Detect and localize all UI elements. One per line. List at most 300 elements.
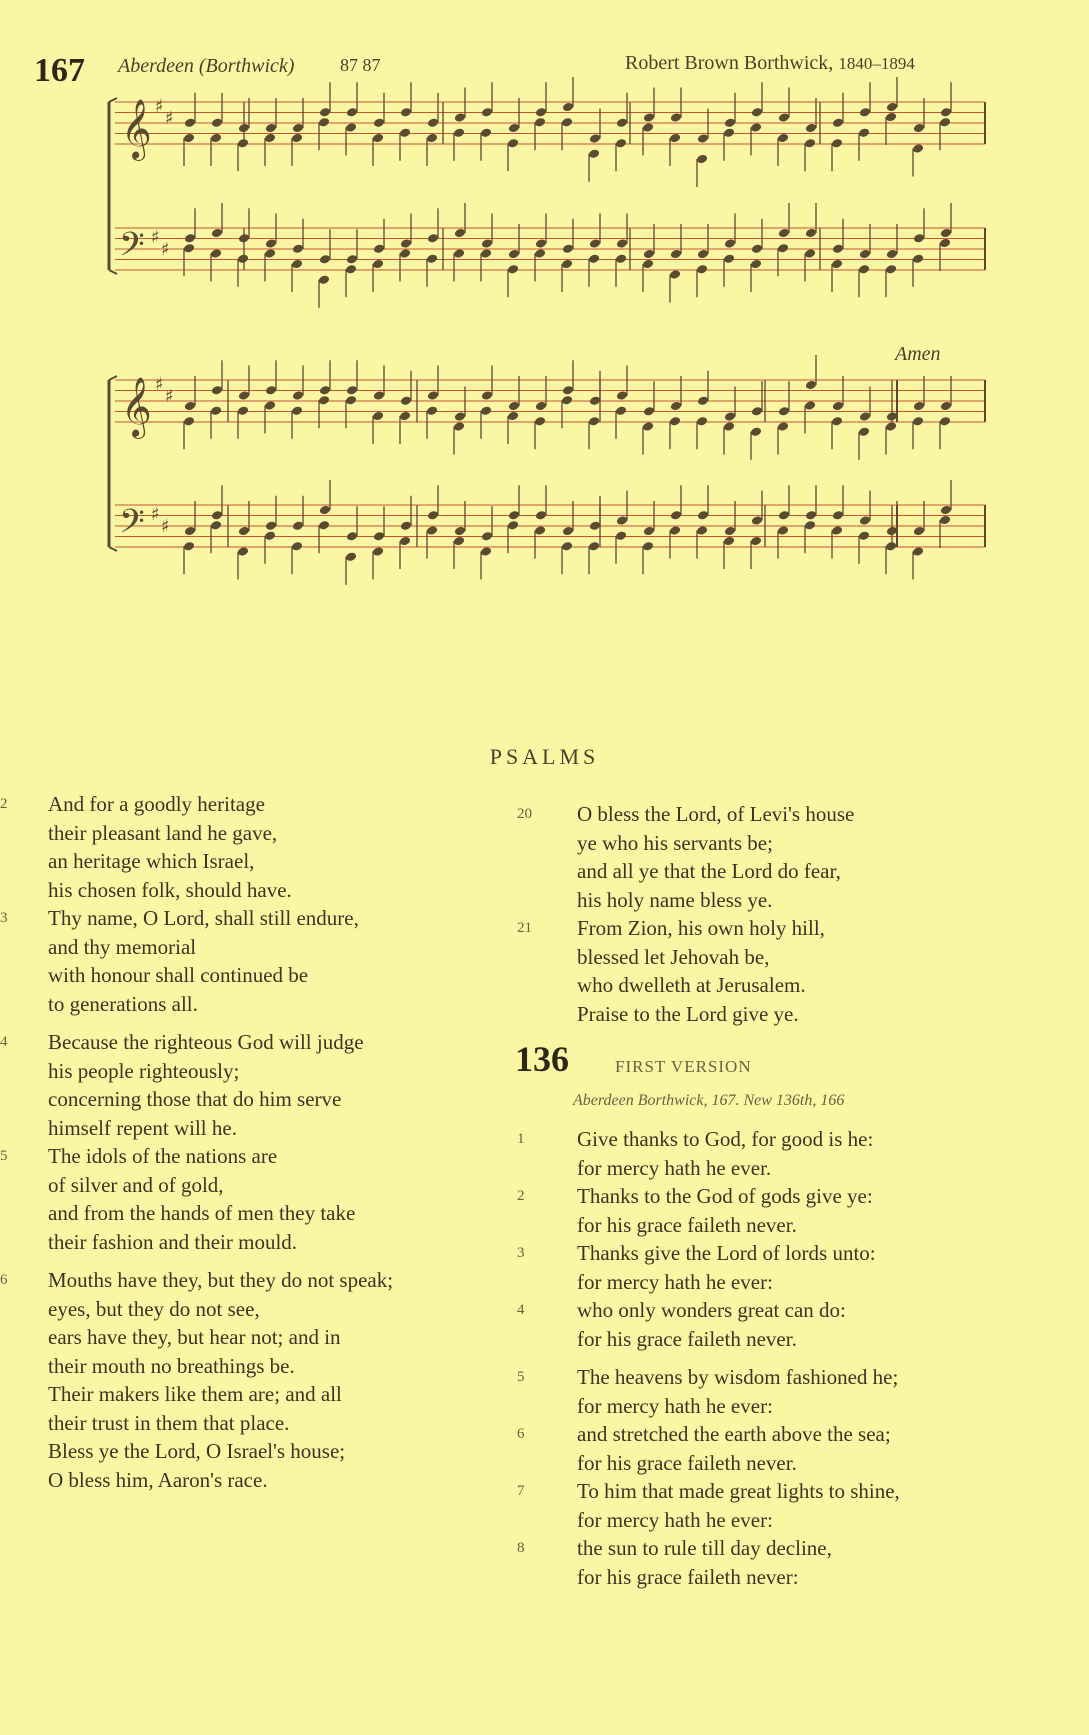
note-head bbox=[481, 238, 493, 249]
stanza-gap bbox=[505, 1353, 1089, 1363]
note-head bbox=[400, 107, 412, 118]
note-head bbox=[778, 510, 790, 521]
verse-line: and thy memorial bbox=[48, 934, 197, 959]
verse-line: and stretched the earth above the sea; bbox=[577, 1422, 891, 1446]
note-head bbox=[697, 510, 709, 521]
verse-line: blessed let Jehovah be, bbox=[577, 944, 770, 969]
treble-clef-icon: 𝄞 bbox=[121, 377, 152, 437]
verse bbox=[0, 904, 490, 1018]
note-head bbox=[589, 238, 601, 249]
note-head bbox=[318, 274, 330, 285]
note-head bbox=[453, 248, 465, 259]
note-head bbox=[427, 233, 439, 244]
note-head bbox=[210, 405, 222, 416]
note-head bbox=[832, 510, 844, 521]
note-head bbox=[832, 243, 844, 254]
note-head bbox=[589, 395, 601, 406]
note-head bbox=[588, 541, 600, 552]
note-head bbox=[372, 133, 384, 144]
note-head bbox=[913, 401, 925, 412]
note-head bbox=[643, 406, 655, 417]
note-head bbox=[292, 390, 304, 401]
note-head bbox=[535, 107, 547, 118]
note-head bbox=[588, 253, 600, 264]
note-head bbox=[831, 525, 843, 536]
psalm-136-column bbox=[505, 1125, 1089, 1591]
note-head bbox=[939, 515, 951, 526]
note-head bbox=[211, 385, 223, 396]
note-head bbox=[886, 102, 898, 113]
note-head bbox=[265, 520, 277, 531]
note-head bbox=[669, 525, 681, 536]
verse-number: 7 bbox=[517, 1483, 525, 1499]
note-head bbox=[480, 248, 492, 259]
system-1-bracket-hook bbox=[109, 98, 117, 102]
note-head bbox=[616, 515, 628, 526]
verse-number: 5 bbox=[517, 1369, 525, 1385]
note-head bbox=[183, 541, 195, 552]
note-head bbox=[291, 405, 303, 416]
verse-line: Praise to the Lord give ye. bbox=[577, 1001, 799, 1026]
verse-line: O bless the Lord, of Levi's house bbox=[577, 802, 855, 826]
bass-clef-icon: 𝄢 bbox=[119, 503, 145, 549]
verse-number: 1 bbox=[517, 1131, 525, 1147]
note-head bbox=[399, 127, 411, 138]
note-head bbox=[535, 238, 547, 249]
verse-line: Thanks give the Lord of lords unto: bbox=[577, 1241, 876, 1265]
note-head bbox=[724, 238, 736, 249]
note-head bbox=[238, 233, 250, 244]
verse-line: Thanks to the God of gods give ye: bbox=[577, 1184, 873, 1208]
note-head bbox=[237, 138, 249, 149]
note-head bbox=[507, 264, 519, 275]
sharp-sign-icon: ♯ bbox=[155, 374, 164, 395]
note-head bbox=[345, 264, 357, 275]
note-head bbox=[777, 133, 789, 144]
note-head bbox=[481, 531, 493, 542]
verse-line: of silver and of gold, bbox=[48, 1172, 224, 1197]
psalm-tune-references: Aberdeen Borthwick, 167. New 136th, 166 bbox=[573, 1092, 845, 1109]
verse-number: 2 bbox=[0, 796, 8, 812]
note-head bbox=[345, 395, 357, 406]
note-head bbox=[210, 520, 222, 531]
hymn-number: 167 bbox=[34, 52, 85, 89]
note-head bbox=[589, 133, 601, 144]
score-notes bbox=[183, 77, 952, 585]
note-head bbox=[751, 107, 763, 118]
note-head bbox=[372, 259, 384, 270]
verse-line: for his grace faileth never. bbox=[577, 1326, 797, 1351]
note-head bbox=[400, 520, 412, 531]
bass-clef-icon: 𝄢 bbox=[119, 226, 145, 272]
note-head bbox=[562, 102, 574, 113]
verse-line: his people righteously; bbox=[48, 1058, 240, 1083]
note-head bbox=[264, 400, 276, 411]
verse-number: 4 bbox=[517, 1302, 525, 1318]
note-head bbox=[534, 248, 546, 259]
note-head bbox=[427, 510, 439, 521]
note-head bbox=[291, 133, 303, 144]
verse-line: his holy name bless ye. bbox=[577, 887, 773, 912]
note-head bbox=[481, 107, 493, 118]
note-head bbox=[832, 401, 844, 412]
note-head bbox=[562, 385, 574, 396]
note-head bbox=[237, 253, 249, 264]
note-head bbox=[885, 112, 897, 123]
verse bbox=[505, 1239, 1089, 1296]
note-head bbox=[750, 259, 762, 270]
note-head bbox=[427, 117, 439, 128]
note-head bbox=[588, 148, 600, 159]
note-head bbox=[804, 520, 816, 531]
note-head bbox=[912, 253, 924, 264]
verse-line: ears have they, but hear not; and in bbox=[48, 1325, 341, 1349]
note-head bbox=[211, 117, 223, 128]
verse-line: for mercy hath he ever: bbox=[577, 1507, 773, 1532]
note-head bbox=[940, 505, 952, 516]
note-head bbox=[184, 401, 196, 412]
verse-line: for mercy hath he ever: bbox=[577, 1269, 773, 1294]
verse-line: The heavens by wisdom fashioned he; bbox=[577, 1365, 899, 1389]
verse-line: for mercy hath he ever: bbox=[577, 1393, 773, 1418]
note-head bbox=[616, 390, 628, 401]
note-head bbox=[697, 249, 709, 260]
note-head bbox=[940, 401, 952, 412]
note-head bbox=[777, 525, 789, 536]
verse-line: to generations all. bbox=[48, 991, 198, 1016]
note-head bbox=[696, 525, 708, 536]
verse-line: Bless ye the Lord, O Israel's house; bbox=[48, 1439, 346, 1463]
verse-number: 3 bbox=[0, 910, 8, 926]
note-head bbox=[507, 138, 519, 149]
note-head bbox=[373, 243, 385, 254]
note-head bbox=[291, 541, 303, 552]
verse-line: From Zion, his own holy hill, bbox=[577, 916, 825, 940]
verse-line: eyes, but they do not see, bbox=[48, 1296, 260, 1321]
verse-line: Their makers like them are; and all bbox=[48, 1382, 342, 1406]
note-head bbox=[508, 123, 520, 134]
note-head bbox=[724, 411, 736, 422]
note-head bbox=[346, 107, 358, 118]
note-head bbox=[750, 536, 762, 547]
note-head bbox=[372, 546, 384, 557]
note-head bbox=[346, 385, 358, 396]
note-head bbox=[480, 127, 492, 138]
verse bbox=[505, 800, 1089, 914]
note-head bbox=[724, 526, 736, 537]
note-head bbox=[400, 395, 412, 406]
note-head bbox=[373, 390, 385, 401]
note-head bbox=[777, 421, 789, 432]
verse-line: concerning those that do him serve bbox=[48, 1087, 342, 1111]
note-head bbox=[507, 411, 519, 422]
note-head bbox=[859, 107, 871, 118]
note-head bbox=[723, 127, 735, 138]
note-head bbox=[642, 541, 654, 552]
verse-line: their pleasant land he gave, bbox=[48, 820, 278, 845]
note-head bbox=[805, 228, 817, 239]
note-head bbox=[751, 515, 763, 526]
note-head bbox=[184, 117, 196, 128]
psalm-135-left-column bbox=[0, 790, 490, 1494]
note-head bbox=[778, 112, 790, 123]
note-head bbox=[912, 416, 924, 427]
note-head bbox=[238, 123, 250, 134]
verse bbox=[0, 1142, 490, 1256]
verse-line: their trust in them that place. bbox=[48, 1410, 290, 1435]
section-heading: PSALMS bbox=[489, 744, 600, 769]
note-head bbox=[615, 253, 627, 264]
note-head bbox=[858, 426, 870, 437]
verse-line: the sun to rule till day decline, bbox=[577, 1536, 832, 1560]
sharp-sign-icon: ♯ bbox=[151, 227, 160, 248]
note-head bbox=[238, 390, 250, 401]
note-head bbox=[859, 411, 871, 422]
note-head bbox=[643, 249, 655, 260]
note-head bbox=[831, 138, 843, 149]
note-head bbox=[373, 531, 385, 542]
verse-number: 6 bbox=[517, 1426, 525, 1442]
verse bbox=[505, 1125, 1089, 1182]
note-head bbox=[886, 249, 898, 260]
composer-dates: 1840–1894 bbox=[838, 54, 915, 73]
note-head bbox=[697, 395, 709, 406]
amen-label: Amen bbox=[895, 343, 941, 365]
note-head bbox=[777, 243, 789, 254]
note-head bbox=[346, 531, 358, 542]
note-head bbox=[669, 416, 681, 427]
note-head bbox=[291, 259, 303, 270]
note-head bbox=[831, 259, 843, 270]
note-head bbox=[481, 390, 493, 401]
note-head bbox=[697, 133, 709, 144]
note-head bbox=[670, 249, 682, 260]
system-1-bracket-hook bbox=[109, 270, 117, 274]
verse-number: 2 bbox=[517, 1188, 525, 1204]
verse-line: who only wonders great can do: bbox=[577, 1298, 846, 1322]
note-head bbox=[480, 546, 492, 557]
music-score bbox=[0, 0, 1089, 620]
verse-line: for mercy hath he ever. bbox=[577, 1155, 772, 1180]
note-head bbox=[589, 520, 601, 531]
verse-number: 5 bbox=[0, 1148, 8, 1164]
note-head bbox=[723, 421, 735, 432]
note-head bbox=[858, 264, 870, 275]
verse-line: for his grace faileth never: bbox=[577, 1564, 799, 1589]
note-head bbox=[751, 243, 763, 254]
note-head bbox=[183, 416, 195, 427]
note-head bbox=[804, 138, 816, 149]
tune-name: Aberdeen (Borthwick) bbox=[118, 55, 295, 77]
verse-line: with honour shall continued be bbox=[48, 963, 309, 987]
verse bbox=[0, 790, 490, 904]
note-head bbox=[264, 133, 276, 144]
note-head bbox=[723, 536, 735, 547]
note-head bbox=[210, 133, 222, 144]
note-head bbox=[426, 133, 438, 144]
note-head bbox=[292, 123, 304, 134]
note-head bbox=[858, 127, 870, 138]
note-head bbox=[183, 243, 195, 254]
note-head bbox=[642, 122, 654, 133]
note-head bbox=[319, 107, 331, 118]
note-head bbox=[615, 405, 627, 416]
sharp-sign-icon: ♯ bbox=[165, 108, 174, 129]
note-head bbox=[562, 526, 574, 537]
note-head bbox=[183, 133, 195, 144]
note-head bbox=[480, 405, 492, 416]
verse bbox=[505, 1477, 1089, 1534]
note-head bbox=[805, 380, 817, 391]
note-head bbox=[885, 541, 897, 552]
psalm-version: FIRST VERSION bbox=[615, 1057, 752, 1076]
note-head bbox=[615, 530, 627, 541]
note-head bbox=[238, 526, 250, 537]
system-2-bracket-hook bbox=[109, 547, 117, 551]
note-head bbox=[642, 259, 654, 270]
note-head bbox=[534, 416, 546, 427]
verse bbox=[505, 1182, 1089, 1239]
note-head bbox=[184, 526, 196, 537]
note-head bbox=[778, 406, 790, 417]
note-head bbox=[723, 253, 735, 264]
note-head bbox=[508, 510, 520, 521]
note-head bbox=[670, 510, 682, 521]
note-head bbox=[319, 385, 331, 396]
verse-number: 6 bbox=[0, 1272, 8, 1288]
note-head bbox=[211, 510, 223, 521]
note-head bbox=[264, 530, 276, 541]
note-head bbox=[237, 405, 249, 416]
note-head bbox=[643, 526, 655, 537]
verse-line: Mouths have they, but they do not speak; bbox=[48, 1268, 394, 1292]
note-head bbox=[696, 416, 708, 427]
note-head bbox=[318, 395, 330, 406]
verse-line: O bless him, Aaron's race. bbox=[48, 1467, 268, 1492]
verse-number: 20 bbox=[517, 806, 532, 822]
note-head bbox=[724, 117, 736, 128]
note-head bbox=[913, 233, 925, 244]
note-head bbox=[561, 541, 573, 552]
note-head bbox=[507, 520, 519, 531]
note-head bbox=[940, 107, 952, 118]
verse-number: 3 bbox=[517, 1245, 525, 1261]
note-head bbox=[912, 143, 924, 154]
note-head bbox=[751, 406, 763, 417]
verse bbox=[0, 1266, 490, 1494]
sharp-sign-icon: ♯ bbox=[161, 516, 170, 537]
note-head bbox=[561, 395, 573, 406]
tune-meter: 87 87 bbox=[340, 55, 381, 75]
note-head bbox=[265, 385, 277, 396]
note-head bbox=[913, 526, 925, 537]
note-head bbox=[373, 117, 385, 128]
note-head bbox=[453, 127, 465, 138]
note-head bbox=[454, 526, 466, 537]
note-head bbox=[939, 117, 951, 128]
note-head bbox=[265, 238, 277, 249]
note-head bbox=[670, 401, 682, 412]
verse bbox=[505, 914, 1089, 1028]
verse bbox=[505, 1296, 1089, 1353]
composer-name: Robert Brown Borthwick, bbox=[625, 52, 834, 74]
note-head bbox=[588, 416, 600, 427]
note-head bbox=[345, 551, 357, 562]
note-head bbox=[318, 520, 330, 531]
note-head bbox=[561, 259, 573, 270]
note-head bbox=[534, 117, 546, 128]
verse-line: his chosen folk, should have. bbox=[48, 877, 292, 902]
sharp-sign-icon: ♯ bbox=[165, 386, 174, 407]
verse-line: and from the hands of men they take bbox=[48, 1201, 356, 1225]
note-head bbox=[508, 249, 520, 260]
note-head bbox=[319, 505, 331, 516]
note-head bbox=[454, 411, 466, 422]
stanza-gap bbox=[0, 1018, 490, 1028]
note-head bbox=[669, 133, 681, 144]
note-head bbox=[913, 123, 925, 134]
note-head bbox=[346, 254, 358, 265]
verse-line: for his grace faileth never. bbox=[577, 1212, 797, 1237]
sharp-sign-icon: ♯ bbox=[155, 96, 164, 117]
note-head bbox=[399, 411, 411, 422]
note-head bbox=[399, 248, 411, 259]
note-head bbox=[454, 112, 466, 123]
note-head bbox=[426, 405, 438, 416]
note-head bbox=[831, 416, 843, 427]
note-head bbox=[616, 238, 628, 249]
note-head bbox=[237, 546, 249, 557]
note-head bbox=[535, 401, 547, 412]
note-head bbox=[562, 243, 574, 254]
verse-line: their mouth no breathings be. bbox=[48, 1353, 295, 1378]
note-head bbox=[885, 264, 897, 275]
psalm-135-right-column bbox=[505, 800, 1089, 1028]
note-head bbox=[858, 530, 870, 541]
note-head bbox=[319, 254, 331, 265]
verse-line: himself repent will he. bbox=[48, 1115, 237, 1140]
verse bbox=[505, 1534, 1089, 1591]
note-head bbox=[804, 400, 816, 411]
note-head bbox=[426, 525, 438, 536]
verse-line: who dwelleth at Jerusalem. bbox=[577, 973, 806, 997]
note-head bbox=[696, 154, 708, 165]
note-head bbox=[508, 401, 520, 412]
note-head bbox=[292, 520, 304, 531]
note-head bbox=[184, 233, 196, 244]
note-head bbox=[750, 426, 762, 437]
verse-line: Give thanks to God, for good is he: bbox=[577, 1127, 874, 1151]
psalm-number: 136 bbox=[515, 1039, 569, 1079]
verse bbox=[505, 1363, 1089, 1420]
system-2-bracket-hook bbox=[109, 376, 117, 380]
note-head bbox=[345, 122, 357, 133]
note-head bbox=[399, 536, 411, 547]
verse-number: 8 bbox=[517, 1540, 525, 1556]
stanza-gap bbox=[0, 1256, 490, 1266]
note-head bbox=[804, 248, 816, 259]
verse bbox=[0, 1028, 490, 1142]
note-head bbox=[454, 228, 466, 239]
note-head bbox=[535, 510, 547, 521]
note-head bbox=[615, 138, 627, 149]
note-head bbox=[832, 117, 844, 128]
note-head bbox=[453, 421, 465, 432]
verse-line: ye who his servants be; bbox=[577, 830, 773, 855]
verse-line: To him that made great lights to shine, bbox=[577, 1479, 900, 1503]
note-head bbox=[264, 248, 276, 259]
note-head bbox=[669, 269, 681, 280]
